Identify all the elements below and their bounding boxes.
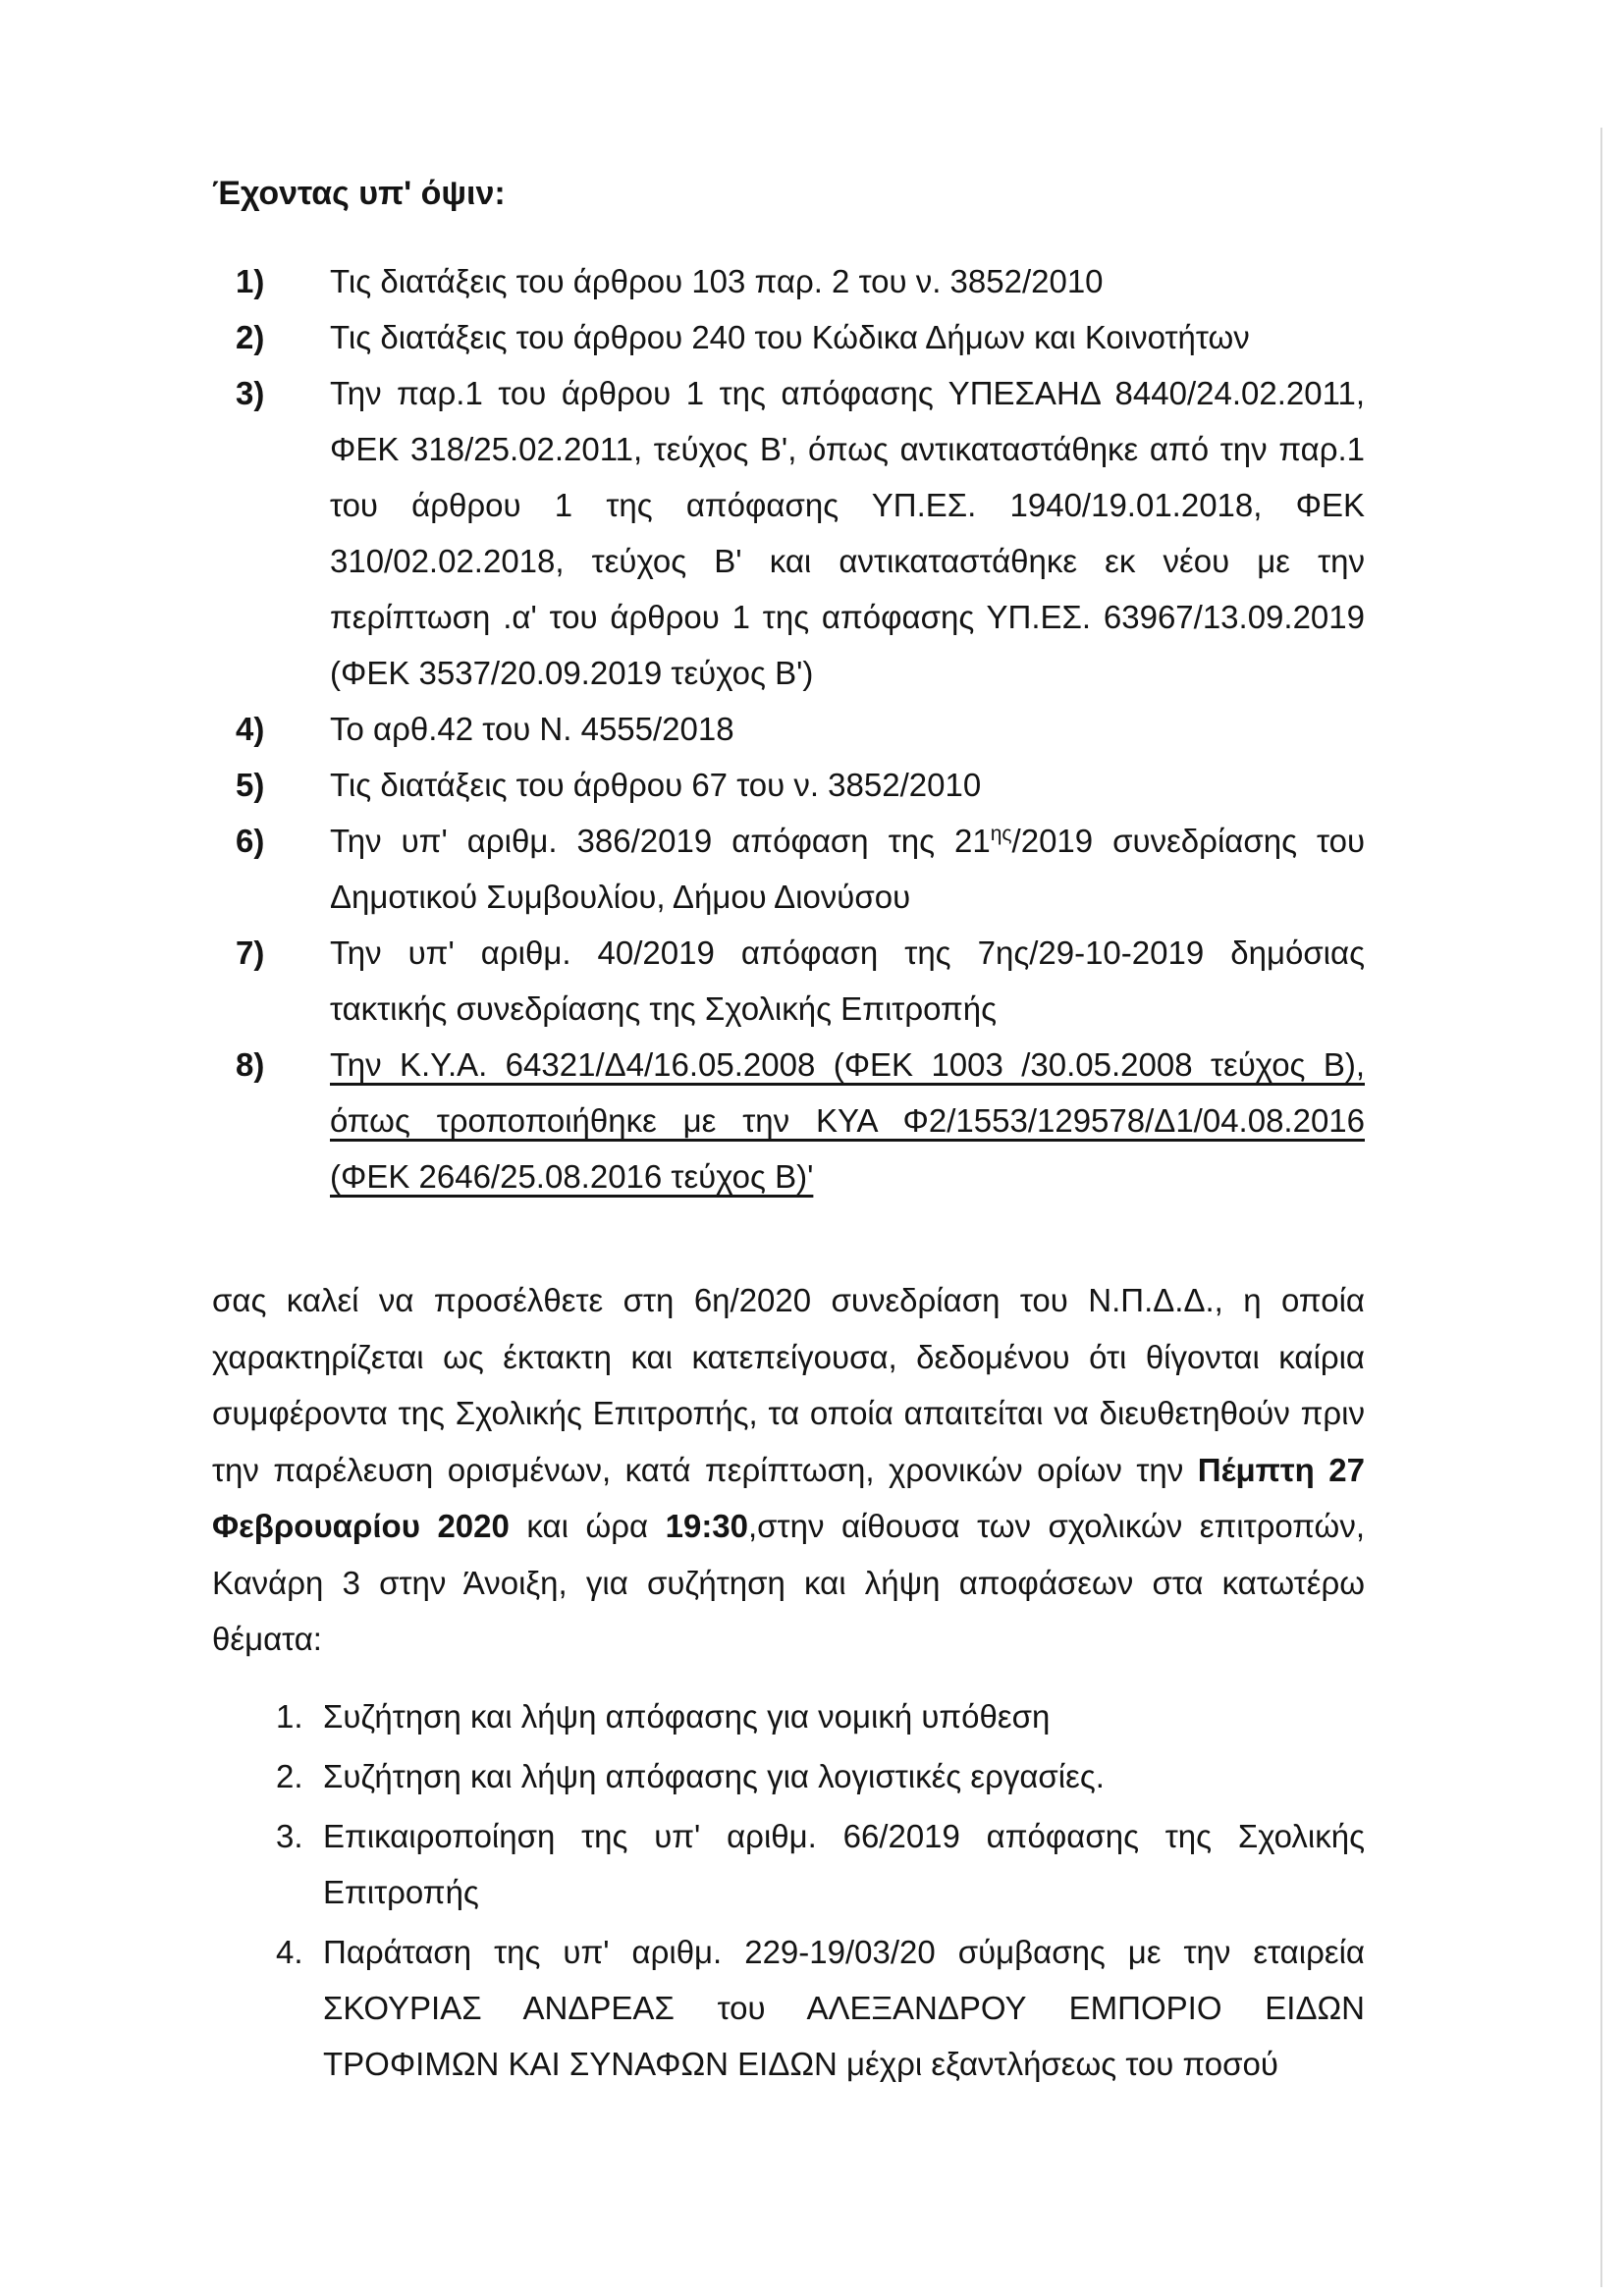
invitation-text-3: ,στην αίθουσα των σχολικών επιτροπών, Κανάρη 3 στην Άνοιξη, για συζήτηση και λήψη αποφάσεων στα κατωτέρω θέματα:: [212, 1508, 1365, 1657]
consideration-item: [236, 757, 1365, 813]
item-text-underlined: Την Κ.Υ.Α. 64321/Δ4/16.05.2008 (ΦΕΚ 1003 /30.05.2008 τεύχος Β), όπως τροποποιήθηκε με την ΚΥΑ Φ2/1553/129578/Δ1/04.08.2016 (ΦΕΚ 2646/25.08.2016 τεύχος Β)': [330, 1046, 1365, 1195]
item-text: Την υπ' αριθμ. 40/2019 απόφαση της 7ης/29-10-2019 δημόσιας τακτικής συνεδρίασης της Σχολικής Επιτροπής: [330, 934, 1365, 1027]
considerations-heading: Έχοντας υπ' όψιν:: [212, 175, 506, 212]
agenda-text: Παράταση της υπ' αριθμ. 229-19/03/20 σύμβασης με την εταιρεία ΣΚΟΥΡΙΑΣ ΑΝΔΡΕΑΣ του ΑΛΕΞΑΝΔΡΟΥ ΕΜΠΟΡΙΟ ΕΙΔΩΝ ΤΡΟΦΙΜΩΝ ΚΑΙ ΣΥΝΑΦΩΝ ΕΙΔΩΝ μέχρι εξαντλήσεως του ποσού: [323, 1934, 1365, 2082]
consideration-item: [236, 365, 1365, 701]
agenda-number: 1.: [276, 1698, 303, 1735]
item-number: 3): [236, 375, 265, 411]
considerations-list: [236, 253, 1365, 1204]
scan-edge-line: [1600, 128, 1602, 2287]
agenda-text: Συζήτηση και λήψη απόφασης για νομική υπόθεση: [323, 1698, 1051, 1735]
consideration-item: [236, 1037, 1365, 1204]
item-number: 1): [236, 263, 265, 299]
item-number: 5): [236, 767, 265, 803]
agenda-list: [276, 1688, 1365, 2096]
item-number: 7): [236, 934, 265, 971]
invitation-text-2: και ώρα: [509, 1508, 666, 1544]
agenda-item: [276, 1748, 1365, 1804]
agenda-item: [276, 1924, 1365, 2092]
item-text-before: Την υπ' αριθμ. 386/2019 απόφαση της 21: [330, 823, 991, 859]
agenda-number: 2.: [276, 1758, 303, 1794]
consideration-item: [236, 925, 1365, 1037]
item-text: Τις διατάξεις του άρθρου 67 του ν. 3852/2010: [330, 767, 982, 803]
agenda-number: 3.: [276, 1818, 303, 1854]
item-number: 8): [236, 1046, 265, 1083]
item-number: 6): [236, 823, 265, 859]
item-text: Το αρθ.42 του Ν. 4555/2018: [330, 711, 734, 747]
agenda-text: Συζήτηση και λήψη απόφασης για λογιστικές εργασίες.: [323, 1758, 1105, 1794]
consideration-item: [236, 253, 1365, 309]
consideration-item: [236, 813, 1365, 925]
item-number: 4): [236, 711, 265, 747]
invitation-text-1: σας καλεί να προσέλθετε στη 6η/2020 συνεδρίαση του Ν.Π.Δ.Δ., η οποία χαρακτηρίζεται ως έκτακτη και κατεπείγουσα, δεδομένου ότι θίγονται καίρια συμφέροντα της Σχολικής Επιτροπής, τα οποία απαιτείται να διευθετηθούν πριν την παρέλευση ορισμένων, κατά περίπτωση, χρονικών ορίων την: [212, 1282, 1365, 1488]
agenda-text: Επικαιροποίηση της υπ' αριθμ. 66/2019 απόφασης της Σχολικής Επιτροπής: [323, 1818, 1365, 1910]
consideration-item: [236, 701, 1365, 757]
agenda-item: [276, 1808, 1365, 1920]
ordinal-superscript: ης: [990, 823, 1012, 845]
invitation-paragraph: [212, 1272, 1365, 1668]
item-text: Τις διατάξεις του άρθρου 103 παρ. 2 του ν. 3852/2010: [330, 263, 1104, 299]
agenda-item: [276, 1688, 1365, 1744]
consideration-item: [236, 309, 1365, 365]
meeting-time: 19:30: [665, 1508, 749, 1544]
agenda-number: 4.: [276, 1934, 303, 1970]
item-text: Τις διατάξεις του άρθρου 240 του Κώδικα Δήμων και Κοινοτήτων: [330, 319, 1250, 355]
item-number: 2): [236, 319, 265, 355]
meeting-date: Πέμπτη 27 Φεβρουαρίου 2020: [212, 1451, 1365, 1544]
item-text: Την παρ.1 του άρθρου 1 της απόφασης ΥΠΕΣΑΗΔ 8440/24.02.2011, ΦΕΚ 318/25.02.2011, τεύχος Β', όπως αντικαταστάθηκε από την παρ.1 του άρθρου 1 της απόφασης ΥΠ.ΕΣ. 1940/19.01.2018, ΦΕΚ 310/02.02.2018, τεύχος Β' και αντικαταστάθηκε εκ νέου με την περίπτωση .α' του άρθρου 1 της απόφασης ΥΠ.ΕΣ. 63967/13.09.2019 (ΦΕΚ 3537/20.09.2019 τεύχος Β'): [330, 375, 1365, 691]
item-text-after: /2019 συνεδρίασης του Δημοτικού Συμβουλίου, Δήμου Διονύσου: [330, 823, 1365, 915]
